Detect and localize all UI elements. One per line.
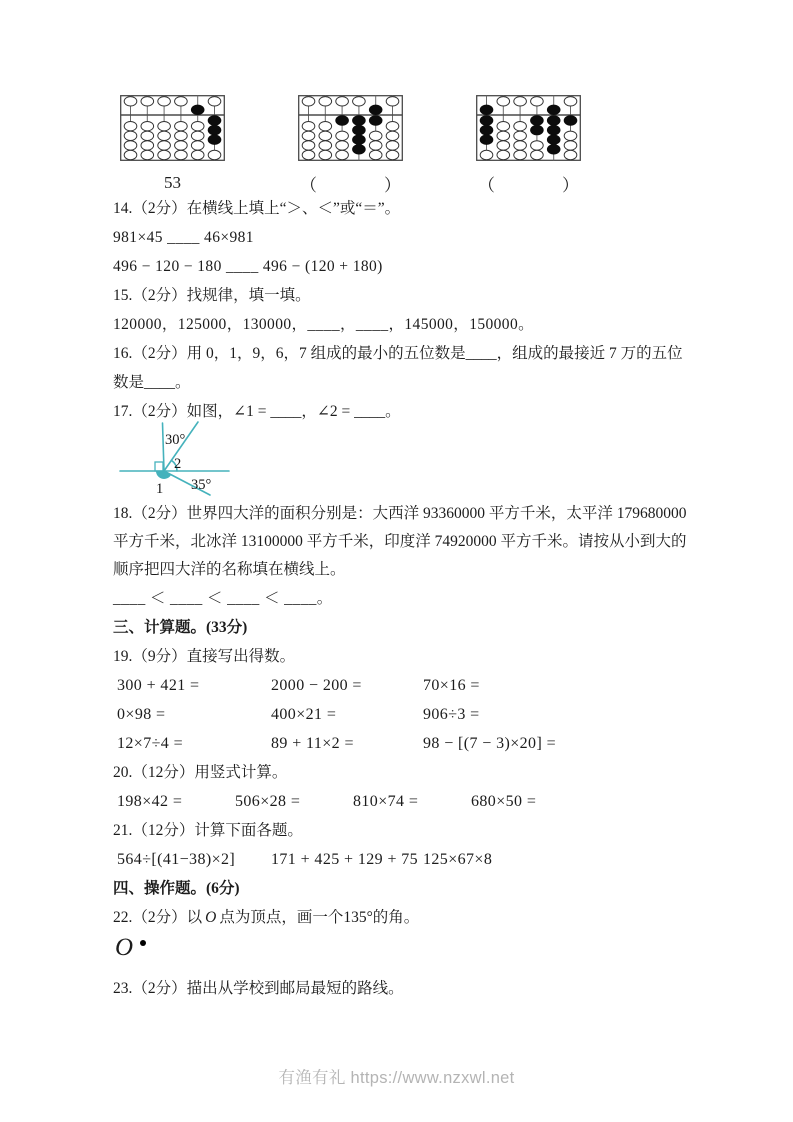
q14-expression-2: 496 − 120 − 180 ____ 496 − (120 + 180) — [113, 258, 383, 275]
q19-row-1 — [117, 671, 688, 700]
abacus-icon — [298, 95, 403, 161]
label-angle-1: 1 — [156, 481, 164, 497]
q22-suffix: 点为顶点，画一个135°的角。 — [219, 909, 420, 926]
abacus-figure-2 — [298, 95, 403, 194]
q19-expr: 2000 − 200 = — [271, 677, 362, 694]
q19-row-2 — [117, 700, 688, 729]
question-22-text — [113, 903, 688, 932]
angle-wedge — [156, 471, 171, 479]
section-4-title: 四、操作题。(6分) — [113, 880, 240, 897]
q19-expr: 70×16 = — [423, 677, 480, 694]
label-30deg: 30° — [165, 432, 186, 448]
right-angle-mark — [155, 462, 163, 471]
abacus-icon — [120, 95, 225, 161]
q20-row — [117, 787, 688, 816]
question-18-text: 18.（2分）世界四大洋的面积分别是：大西洋 93360000 平方千米，太平洋 179680000 平方千米，北冰洋 13100000 平方千米，印度洋 74920000 平方千米。请按从小到大的顺序把四大洋的名称填在横线上。 — [113, 505, 687, 578]
exam-content — [113, 0, 688, 1003]
point-o-label: O — [115, 934, 134, 961]
q19-expr: 0×98 = — [117, 706, 166, 723]
question-19-text: 19.（9分）直接写出得数。 — [113, 648, 296, 665]
q22-point-name: O — [205, 909, 217, 926]
q19-row-3 — [117, 729, 688, 758]
q21-row — [117, 845, 688, 874]
angle-figure — [118, 418, 233, 500]
q20-expr: 680×50 = — [471, 793, 537, 810]
q18-blanks: ____ ＜ ____ ＜ ____ ＜ ____。 — [113, 590, 333, 607]
q15-sequence: 120000，125000，130000，____，____，145000，150000。 — [113, 316, 535, 333]
label-35deg: 35° — [191, 477, 212, 493]
abacus-label-2: （ ） — [300, 175, 401, 195]
abacus-figure-3 — [476, 95, 581, 194]
q19-expr: 98 − [(7 − 3)×20] = — [423, 735, 557, 752]
q19-expr: 400×21 = — [271, 706, 337, 723]
question-14-text: 14.（2分）在横线上填上“＞、＜”或“＝”。 — [113, 200, 401, 217]
point-dot-icon — [140, 940, 146, 946]
question-15-text: 15.（2分）找规律，填一填。 — [113, 287, 311, 304]
section-3-title: 三、计算题。(33分) — [113, 619, 248, 636]
q21-expr: 125×67×8 — [423, 851, 493, 868]
question-17-text: 17.（2分）如图，∠1 = ____，∠2 = ____。 — [113, 403, 401, 420]
abacus-figures-row — [120, 95, 688, 194]
q21-expr: 171 + 425 + 129 + 75 — [271, 851, 419, 868]
q20-expr: 506×28 = — [235, 793, 301, 810]
watermark-footer: 有渔有礼 https://www.nzxwl.net — [278, 1069, 515, 1087]
q19-expr: 906÷3 = — [423, 706, 480, 723]
point-o-figure — [113, 932, 688, 974]
q22-prefix: 22.（2分）以 — [113, 909, 203, 926]
abacus-figure-1 — [120, 95, 225, 194]
q14-expression-1: 981×45 ____ 46×981 — [113, 229, 254, 246]
abacus-label-1: 53 — [164, 173, 181, 192]
q21-expr: 564÷[(41−38)×2] — [117, 851, 236, 868]
question-16-text: 16.（2分）用 0，1，9，6，7 组成的最小的五位数是____，组成的最接近 7 万的五位数是____。 — [113, 345, 683, 391]
abacus-icon — [476, 95, 581, 161]
q19-expr: 12×7÷4 = — [117, 735, 184, 752]
abacus-label-3: （ ） — [478, 175, 579, 195]
q19-expr: 89 + 11×2 = — [271, 735, 354, 752]
question-20-text: 20.（12分）用竖式计算。 — [113, 764, 288, 781]
q20-expr: 810×74 = — [353, 793, 419, 810]
q20-expr: 198×42 = — [117, 793, 183, 810]
q19-expr: 300 + 421 = — [117, 677, 200, 694]
question-21-text: 21.（12分）计算下面各题。 — [113, 822, 303, 839]
label-angle-2: 2 — [174, 456, 182, 472]
question-23-text: 23.（2分）描出从学校到邮局最短的路线。 — [113, 980, 404, 997]
